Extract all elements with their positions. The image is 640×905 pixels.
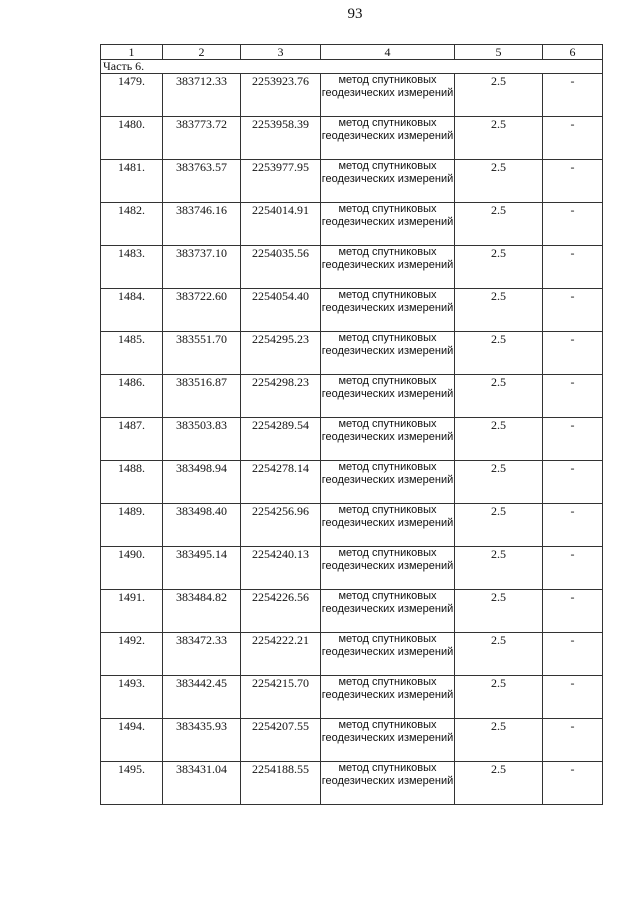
note-cell: - bbox=[543, 676, 603, 719]
point-number-cell: 1492. bbox=[101, 633, 163, 676]
table-row bbox=[101, 332, 603, 375]
accuracy-cell: 2.5 bbox=[455, 74, 543, 117]
method-cell: метод спутниковых геодезических измерений bbox=[321, 461, 455, 504]
point-number-cell: 1491. bbox=[101, 590, 163, 633]
y-coordinate-cell: 2254298.23 bbox=[241, 375, 321, 418]
accuracy-cell: 2.5 bbox=[455, 719, 543, 762]
point-number-cell: 1485. bbox=[101, 332, 163, 375]
method-cell: метод спутниковых геодезических измерений bbox=[321, 547, 455, 590]
note-cell: - bbox=[543, 74, 603, 117]
accuracy-cell: 2.5 bbox=[455, 590, 543, 633]
point-number-cell: 1488. bbox=[101, 461, 163, 504]
method-cell: метод спутниковых геодезических измерений bbox=[321, 418, 455, 461]
table-row bbox=[101, 117, 603, 160]
accuracy-cell: 2.5 bbox=[455, 375, 543, 418]
y-coordinate-cell: 2254054.40 bbox=[241, 289, 321, 332]
note-cell: - bbox=[543, 547, 603, 590]
accuracy-cell: 2.5 bbox=[455, 203, 543, 246]
method-cell: метод спутниковых геодезических измерений bbox=[321, 117, 455, 160]
note-cell: - bbox=[543, 375, 603, 418]
column-header-3: 3 bbox=[241, 45, 321, 60]
x-coordinate-cell: 383763.57 bbox=[163, 160, 241, 203]
table-row bbox=[101, 719, 603, 762]
x-coordinate-cell: 383498.40 bbox=[163, 504, 241, 547]
x-coordinate-cell: 383495.14 bbox=[163, 547, 241, 590]
accuracy-cell: 2.5 bbox=[455, 633, 543, 676]
point-number-cell: 1483. bbox=[101, 246, 163, 289]
method-cell: метод спутниковых геодезических измерений bbox=[321, 504, 455, 547]
note-cell: - bbox=[543, 762, 603, 805]
y-coordinate-cell: 2253923.76 bbox=[241, 74, 321, 117]
x-coordinate-cell: 383746.16 bbox=[163, 203, 241, 246]
x-coordinate-cell: 383712.33 bbox=[163, 74, 241, 117]
table-row bbox=[101, 504, 603, 547]
column-header-2: 2 bbox=[163, 45, 241, 60]
accuracy-cell: 2.5 bbox=[455, 418, 543, 461]
y-coordinate-cell: 2254014.91 bbox=[241, 203, 321, 246]
method-cell: метод спутниковых геодезических измерений bbox=[321, 633, 455, 676]
point-number-cell: 1482. bbox=[101, 203, 163, 246]
accuracy-cell: 2.5 bbox=[455, 160, 543, 203]
y-coordinate-cell: 2254215.70 bbox=[241, 676, 321, 719]
x-coordinate-cell: 383773.72 bbox=[163, 117, 241, 160]
x-coordinate-cell: 383722.60 bbox=[163, 289, 241, 332]
point-number-cell: 1495. bbox=[101, 762, 163, 805]
method-cell: метод спутниковых геодезических измерений bbox=[321, 74, 455, 117]
method-cell: метод спутниковых геодезических измерений bbox=[321, 203, 455, 246]
point-number-cell: 1484. bbox=[101, 289, 163, 332]
accuracy-cell: 2.5 bbox=[455, 762, 543, 805]
note-cell: - bbox=[543, 332, 603, 375]
point-number-cell: 1479. bbox=[101, 74, 163, 117]
x-coordinate-cell: 383516.87 bbox=[163, 375, 241, 418]
point-number-cell: 1486. bbox=[101, 375, 163, 418]
table-row bbox=[101, 203, 603, 246]
point-number-cell: 1487. bbox=[101, 418, 163, 461]
accuracy-cell: 2.5 bbox=[455, 676, 543, 719]
x-coordinate-cell: 383435.93 bbox=[163, 719, 241, 762]
y-coordinate-cell: 2254240.13 bbox=[241, 547, 321, 590]
point-number-cell: 1493. bbox=[101, 676, 163, 719]
note-cell: - bbox=[543, 203, 603, 246]
note-cell: - bbox=[543, 461, 603, 504]
accuracy-cell: 2.5 bbox=[455, 461, 543, 504]
note-cell: - bbox=[543, 590, 603, 633]
x-coordinate-cell: 383551.70 bbox=[163, 332, 241, 375]
method-cell: метод спутниковых геодезических измерений bbox=[321, 676, 455, 719]
page-number: 93 bbox=[347, 6, 363, 22]
table-row bbox=[101, 160, 603, 203]
y-coordinate-cell: 2254256.96 bbox=[241, 504, 321, 547]
table-row bbox=[101, 74, 603, 117]
method-cell: метод спутниковых геодезических измерений bbox=[321, 246, 455, 289]
note-cell: - bbox=[543, 160, 603, 203]
method-cell: метод спутниковых геодезических измерений bbox=[321, 590, 455, 633]
column-header-1: 1 bbox=[101, 45, 163, 60]
part-row bbox=[101, 60, 603, 74]
table-row bbox=[101, 590, 603, 633]
x-coordinate-cell: 383498.94 bbox=[163, 461, 241, 504]
y-coordinate-cell: 2254222.21 bbox=[241, 633, 321, 676]
x-coordinate-cell: 383431.04 bbox=[163, 762, 241, 805]
x-coordinate-cell: 383484.82 bbox=[163, 590, 241, 633]
y-coordinate-cell: 2254207.55 bbox=[241, 719, 321, 762]
point-number-cell: 1481. bbox=[101, 160, 163, 203]
accuracy-cell: 2.5 bbox=[455, 547, 543, 590]
note-cell: - bbox=[543, 719, 603, 762]
note-cell: - bbox=[543, 246, 603, 289]
note-cell: - bbox=[543, 117, 603, 160]
table-body bbox=[101, 60, 603, 805]
column-header-4: 4 bbox=[321, 45, 455, 60]
table-row bbox=[101, 375, 603, 418]
table-row bbox=[101, 633, 603, 676]
accuracy-cell: 2.5 bbox=[455, 332, 543, 375]
y-coordinate-cell: 2253977.95 bbox=[241, 160, 321, 203]
accuracy-cell: 2.5 bbox=[455, 504, 543, 547]
method-cell: метод спутниковых геодезических измерений bbox=[321, 332, 455, 375]
y-coordinate-cell: 2254278.14 bbox=[241, 461, 321, 504]
note-cell: - bbox=[543, 633, 603, 676]
y-coordinate-cell: 2254226.56 bbox=[241, 590, 321, 633]
method-cell: метод спутниковых геодезических измерений bbox=[321, 375, 455, 418]
y-coordinate-cell: 2254035.56 bbox=[241, 246, 321, 289]
x-coordinate-cell: 383472.33 bbox=[163, 633, 241, 676]
method-cell: метод спутниковых геодезических измерений bbox=[321, 719, 455, 762]
x-coordinate-cell: 383503.83 bbox=[163, 418, 241, 461]
note-cell: - bbox=[543, 289, 603, 332]
table-row bbox=[101, 418, 603, 461]
note-cell: - bbox=[543, 418, 603, 461]
table-row bbox=[101, 762, 603, 805]
point-number-cell: 1490. bbox=[101, 547, 163, 590]
y-coordinate-cell: 2253958.39 bbox=[241, 117, 321, 160]
point-number-cell: 1489. bbox=[101, 504, 163, 547]
table-row bbox=[101, 676, 603, 719]
accuracy-cell: 2.5 bbox=[455, 289, 543, 332]
table-row bbox=[101, 246, 603, 289]
x-coordinate-cell: 383737.10 bbox=[163, 246, 241, 289]
coordinates-table bbox=[100, 44, 603, 805]
method-cell: метод спутниковых геодезических измерений bbox=[321, 160, 455, 203]
point-number-cell: 1480. bbox=[101, 117, 163, 160]
y-coordinate-cell: 2254188.55 bbox=[241, 762, 321, 805]
table-row bbox=[101, 289, 603, 332]
method-cell: метод спутниковых геодезических измерений bbox=[321, 762, 455, 805]
accuracy-cell: 2.5 bbox=[455, 117, 543, 160]
header-row bbox=[101, 45, 603, 60]
part-label: Часть 6. bbox=[101, 60, 603, 74]
y-coordinate-cell: 2254295.23 bbox=[241, 332, 321, 375]
table-row bbox=[101, 547, 603, 590]
column-header-6: 6 bbox=[543, 45, 603, 60]
note-cell: - bbox=[543, 504, 603, 547]
accuracy-cell: 2.5 bbox=[455, 246, 543, 289]
x-coordinate-cell: 383442.45 bbox=[163, 676, 241, 719]
column-header-5: 5 bbox=[455, 45, 543, 60]
method-cell: метод спутниковых геодезических измерений bbox=[321, 289, 455, 332]
point-number-cell: 1494. bbox=[101, 719, 163, 762]
table-row bbox=[101, 461, 603, 504]
y-coordinate-cell: 2254289.54 bbox=[241, 418, 321, 461]
